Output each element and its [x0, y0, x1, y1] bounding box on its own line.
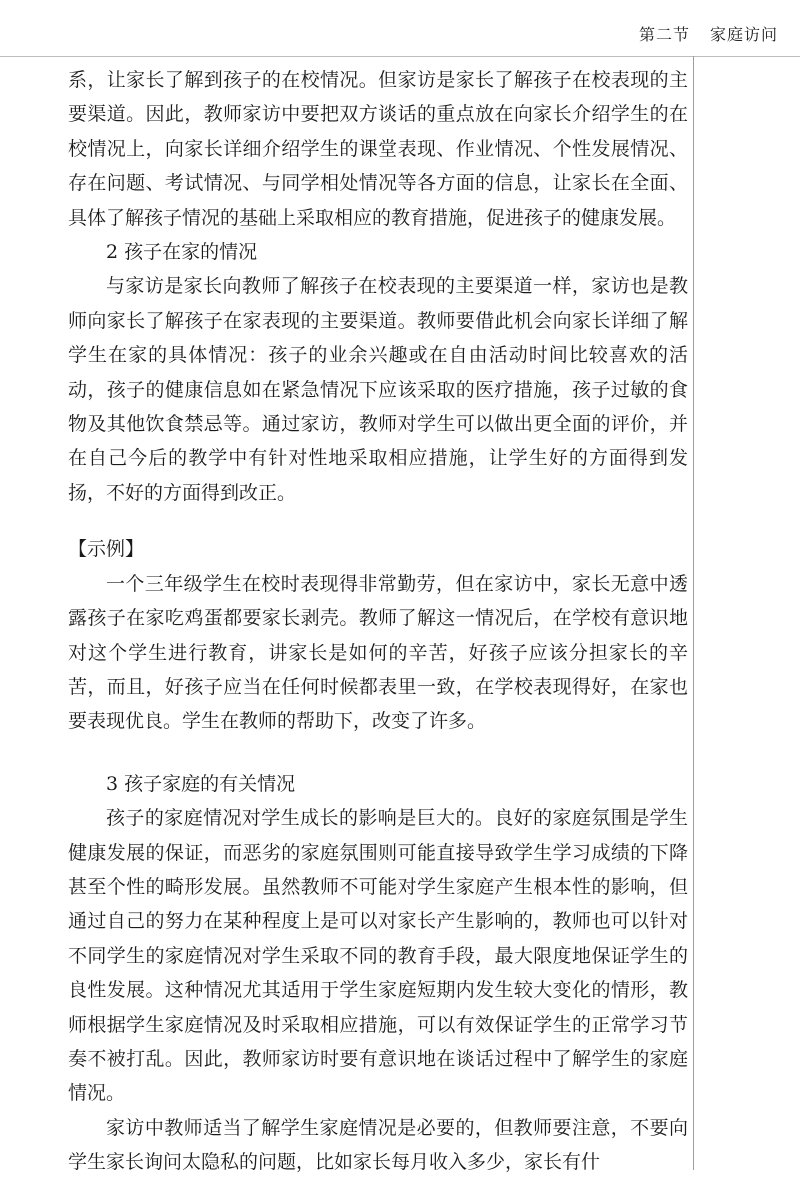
spacer	[68, 510, 688, 532]
spacer	[68, 739, 688, 767]
header-section: 第二节	[638, 25, 690, 44]
subheading-family-situation: 3 孩子家庭的有关情况	[106, 772, 296, 795]
running-header	[639, 22, 778, 45]
header-title: 家庭访问	[709, 25, 778, 44]
header-rule	[0, 56, 800, 57]
example-label: 【示例】	[68, 538, 145, 561]
paragraph-privacy-note: 家访中教师适当了解学生家庭情况是必要的，但教师要注意，不要向学生家长询问太隐私的问题，比如家长每月收入多少，家长有什	[68, 1116, 688, 1174]
example-paragraph: 一个三年级学生在校时表现得非常勤劳，但在家访中，家长无意中透露孩子在家吃鸡蛋都要家长剥壳。教师了解这一情况后，在学校有意识地对这个学生进行教育，讲家长是如何的辛苦，好孩子应该分担家长的辛苦，而且，好孩子应当在任何时候都表里一致，在学校表现得好，在家也要表现优良。学生在教师的帮助下，改变了许多。	[68, 572, 688, 733]
paragraph-continued: 系，让家长了解到孩子的在校情况。但家访是家长了解孩子在校表现的主要渠道。因此，教师家访中要把双方谈话的重点放在向家长介绍学生的在校情况上，向家长详细介绍学生的课堂表现、作业情况、个性发展情况、存在问题、考试情况、与同学相处情况等各方面的信息，让家长在全面、具体了解孩子情况的基础上采取相应的教育措施，促进孩子的健康发展。	[68, 69, 688, 229]
page-body	[68, 63, 688, 1180]
paragraph-child-at-home: 与家访是家长向教师了解孩子在校表现的主要渠道一样，家访也是教师向家长了解孩子在家表现的主要渠道。教师要借此机会向家长详细了解学生在家的具体情况：孩子的业余兴趣或在自由活动时间比较喜欢的活动，孩子的健康信息如在紧急情况下应该采取的医疗措施，孩子过敏的食物及其他饮食禁忌等。通过家访，教师对学生可以做出更全面的评价，并在自己今后的教学中有针对性地采取相应措施，让学生好的方面得到发扬，不好的方面得到改正。	[68, 275, 688, 504]
subheading-child-at-home: 2 孩子在家的情况	[106, 241, 258, 264]
paragraph-family-situation: 孩子的家庭情况对学生成长的影响是巨大的。良好的家庭氛围是学生健康发展的保证，而恶劣的家庭氛围则可能直接导致学生学习成绩的下降甚至个性的畸形发展。虽然教师不可能对学生家庭产生根本性的影响，但通过自己的努力在某种程度上是可以对家长产生影响的，教师也可以针对不同学生的家庭情况对学生采取不同的教育手段，最大限度地保证学生的良性发展。这种情况尤其适用于学生家庭短期内发生较大变化的情形，教师根据学生家庭情况及时采取相应措施，可以有效保证学生的正常学习节奏不被打乱。因此，教师家访时要有意识地在谈话过程中了解学生的家庭情况。	[68, 807, 688, 1105]
margin-rule	[693, 56, 694, 1170]
